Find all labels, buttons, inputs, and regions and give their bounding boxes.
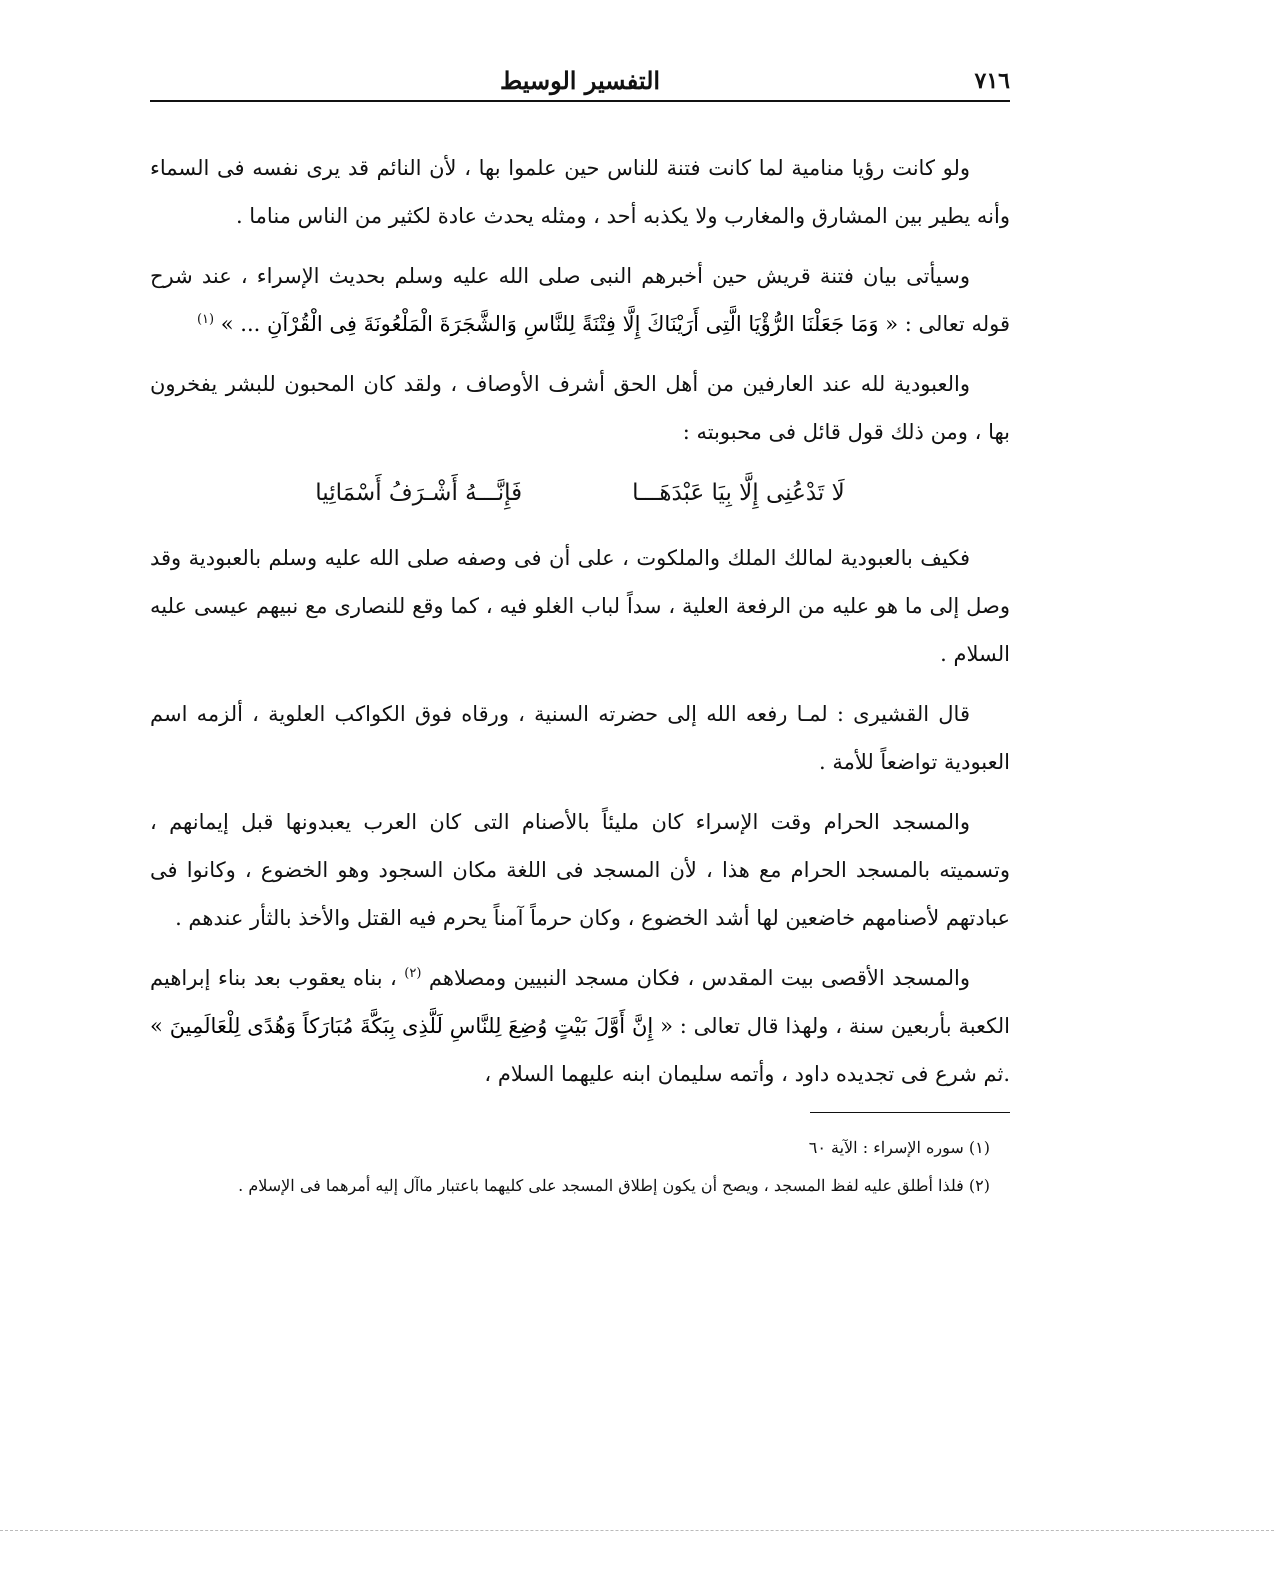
poem-hemistich-2: فَإِنَّـــهُ أَشْـرَفُ أَسْمَائِيا (315, 480, 523, 506)
poem-verse (150, 468, 1010, 518)
paragraph-6: والمسجد الحرام وقت الإسراء كان مليئاً بالأصنام التى كان العرب يعبدونها قبل إيمانهم ، وتسميته بالمسجد الحرام مع هذا ، لأن المسجد فى اللغة مكان السجود وهو الخضوع ، وكانوا فى عبادتهم لأصنامهم خاضعين لها أشد الخضوع ، وكان حرماً آمناً يحرم فيه القتل والأخذ بالثأر عندهم . (150, 810, 1010, 930)
scan-edge-line (0, 1530, 1274, 1531)
paragraph-1: ولو كانت رؤيا منامية لما كانت فتنة للناس حين علموا بها ، لأن النائم قد يرى نفسه فى السماء وأنه يطير بين المشارق والمغارب ولا يكذبه أحد ، ومثله يحدث عادة لكثير من الناس مناما . (150, 156, 1010, 228)
paragraph-2 (150, 252, 1010, 348)
paragraph-7-mid: ، بناه يعقوب بعد بناء إبراهيم الكعبة بأربعين سنة ، ولهذا قال تعالى : (150, 966, 1010, 1038)
poem-hemistich-1: لَا تَدْعُنِى إِلَّا بِيَا عَبْدَهَـــا (632, 480, 845, 506)
page-header (150, 60, 1010, 102)
footnote-ref-1: (١) (196, 312, 215, 327)
footnotes (150, 1133, 1010, 1201)
paragraph-3: والعبودية لله عند العارفين من أهل الحق أشرف الأوصاف ، ولقد كان المحبون للبشر يفخرون بها ، ومن ذلك قول قائل فى محبوبته : (150, 372, 1010, 444)
page-number: ٧١٦ (974, 68, 1010, 94)
quran-verse-2: « إِنَّ أَوَّلَ بَيْتٍ وُضِعَ لِلنَّاسِ لَلَّذِى بِبَكَّةَ مُبَارَكاً وَهُدًى لِلْعَالَمِينَ » (150, 1014, 673, 1038)
paragraph-7-start: والمسجد الأقصى بيت المقدس ، فكان مسجد النبيين ومصلاهم (428, 966, 970, 990)
page (150, 60, 1010, 1209)
body-text (150, 102, 1010, 1098)
running-title: التفسير الوسيط (499, 66, 661, 95)
footnote-divider (810, 1112, 1010, 1113)
paragraph-4: فكيف بالعبودية لمالك الملك والملكوت ، على أن فى وصفه صلى الله عليه وسلم بالعبودية وقد وصل إلى ما هو عليه من الرفعة العلية ، سداً لباب الغلو فيه ، كما وقع للنصارى مع نبيهم عيسى عليه السلام . (150, 546, 1010, 666)
footnote-1: (١) سوره الإسراء : الآية ٦٠ (808, 1138, 990, 1157)
paragraph-2-text: وسيأتى بيان فتنة قريش حين أخبرهم النبى صلى الله عليه وسلم بحديث الإسراء ، عند شرح قوله تعالى : (150, 264, 1010, 336)
paragraph-7-end: .ثم شرع فى تجديده داود ، وأتمه سليمان ابنه عليهما السلام ، (484, 1062, 1010, 1086)
paragraph-5: قال القشيرى : لمـا رفعه الله إلى حضرته السنية ، ورقاه فوق الكواكب العلوية ، ألزمه اسم العبودية تواضعاً للأمة . (150, 702, 1010, 774)
quran-verse-1: « وَمَا جَعَلْنَا الرُّؤْيَا الَّتِى أَرَيْنَاكَ إِلَّا فِتْنَةً لِلنَّاسِ وَالشَّجَرَةَ الْمَلْعُونَةَ فِى الْقُرْآنِ ... » (220, 312, 899, 336)
footnote-ref-2: (٢) (404, 966, 422, 981)
paragraph-7 (150, 954, 1010, 1098)
footnote-2: (٢) فلذا أطلق عليه لفظ المسجد ، ويصح أن يكون إطلاق المسجد على كليهما باعتبار ماآل إليه أمرهما فى الإسلام . (238, 1176, 990, 1195)
